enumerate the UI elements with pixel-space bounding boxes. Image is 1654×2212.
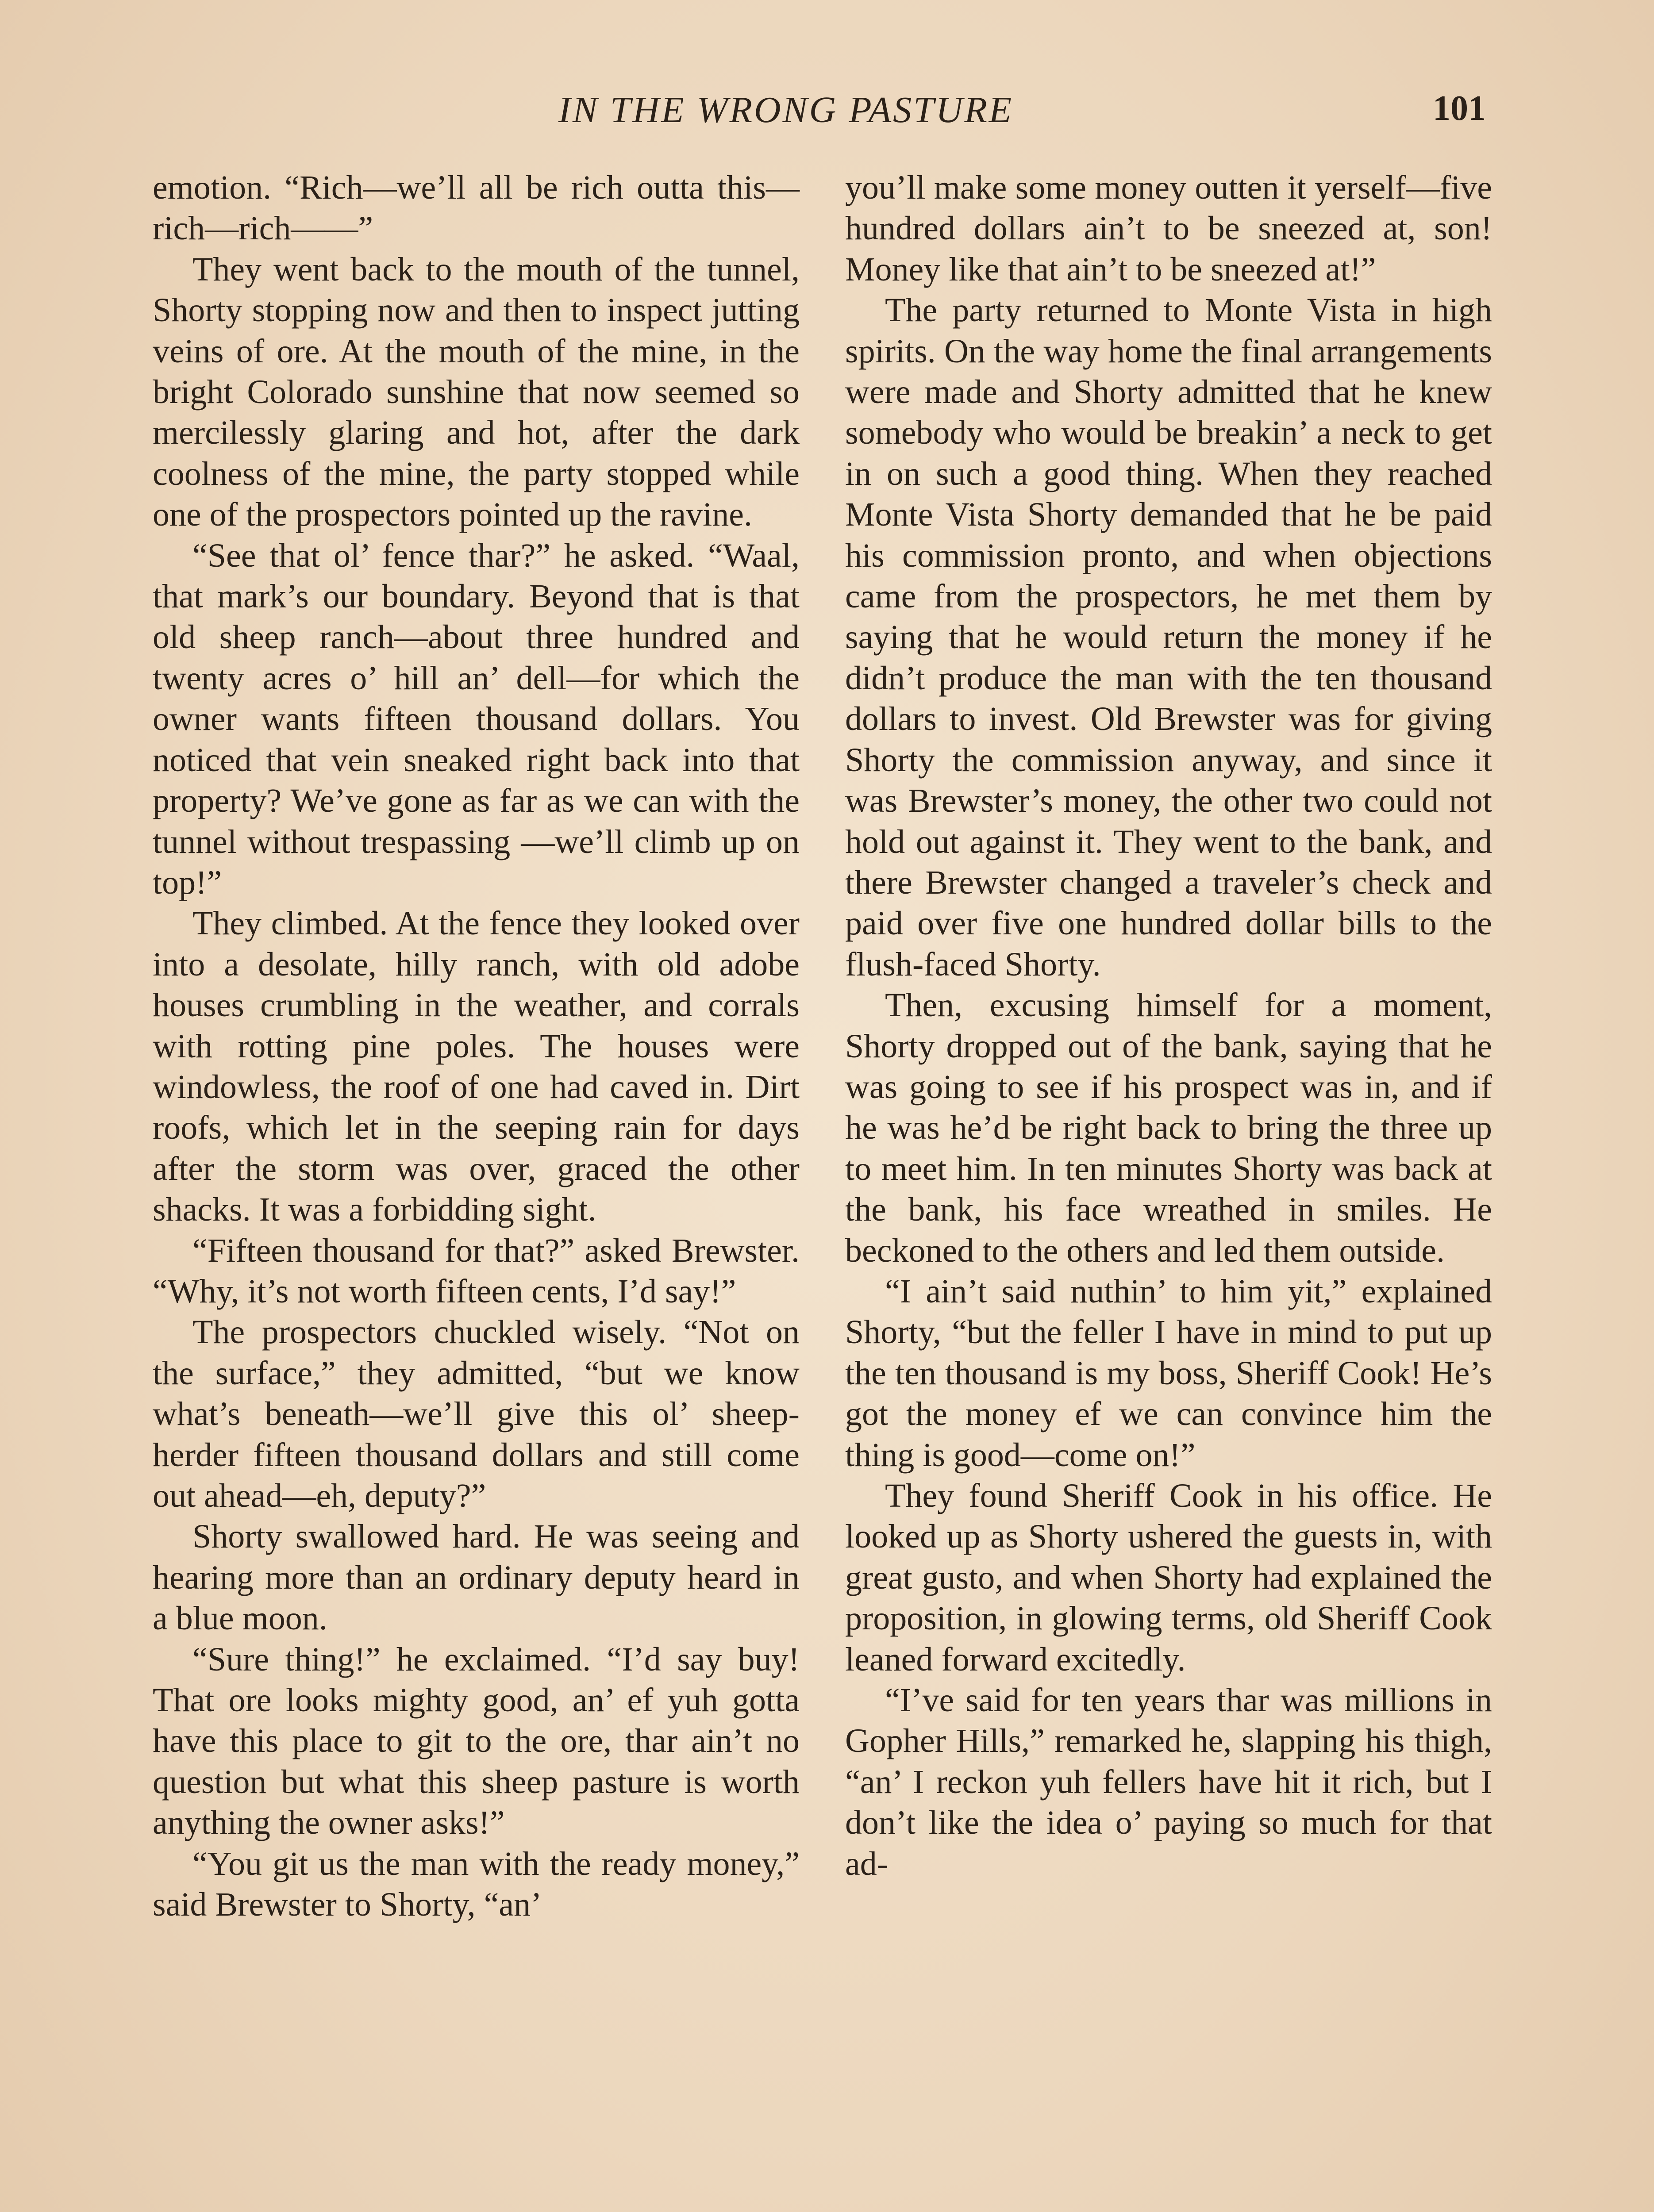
paragraph: you’ll make some money outten it yerself—five hundred dollars ain’t to be sneezed at, son! Money like that ain’t to be sneezed at!” (845, 169, 1492, 288)
paragraph: “Sure thing!” he exclaimed. “I’d say buy! That ore looks mighty good, an’ ef yuh gotta have this place to git to the ore, thar ain’t no question but what this sheep pasture is worth anything the owner asks!” (153, 1640, 800, 1842)
paragraph: The party returned to Monte Vista in high spirits. On the way home the final arrangements were made and Shorty admitted that he knew somebody who would be breakin’ a neck to get in on such a good thing. When they reached Monte Vista Shorty demanded that he be paid his commission pronto, and when objections came from the prospectors, he met them by saying that he would return the money if he didn’t produce the man with the ten thousand dollars to invest. Old Brewster was for giving Shorty the commission anyway, and since it was Brewster’s money, the other two could not hold out against it. They went to the bank, and there Brewster changed a traveler’s check and paid over five one hundred dollar bills to the flush-faced Shorty. (845, 292, 1492, 983)
paragraph: Then, excusing himself for a moment, Shorty dropped out of the bank, saying that he was going to see if his prospect was in, and if he was he’d be right back to bring the three up to meet him. In ten minutes Shorty was back at the bank, his face wreathed in smiles. He beckoned to the others and led them outside. (845, 987, 1492, 1269)
paragraph: They went back to the mouth of the tunnel, Shorty stopping now and then to inspect jutting veins of ore. At the mouth of the mine, in the bright Colorado sunshine that now seemed so mercilessly glaring and hot, after the dark coolness of the mine, the party stopped while one of the prospectors pointed up the ravine. (153, 250, 800, 534)
left-column (153, 167, 800, 1925)
paragraph: The prospectors chuckled wisely. “Not on the surface,” they admitted, “but we know what’s beneath—we’ll give this ol’ sheep-herder fifteen thousand dollars and still come out ahead—eh, deputy?” (153, 1313, 800, 1514)
page-header (0, 88, 1654, 142)
paragraph: “You git us the man with the ready money,” said Brewster to Shorty, “an’ (153, 1845, 800, 1924)
paragraph: “Fifteen thousand for that?” asked Brewster. “Why, it’s not worth fifteen cents, I’d say!” (153, 1232, 800, 1310)
running-title: IN THE WRONG PASTURE (558, 89, 1014, 131)
paragraph: emotion. “Rich—we’ll all be rich outta this—rich—rich——” (153, 169, 800, 247)
paragraph: “I ain’t said nuthin’ to him yit,” explained Shorty, “but the feller I have in mind to put up the ten thousand is my boss, Sheriff Cook! He’s got the money ef we can convince him the thing is good—come on!” (845, 1272, 1492, 1474)
paragraph: “I’ve said for ten years thar was millions in Gopher Hills,” remarked he, slapping his thigh, “an’ I reckon yuh fellers have hit it rich, but I don’t like the idea o’ paying so much for that ad‑ (845, 1682, 1492, 1882)
paragraph: They climbed. At the fence they looked over into a desolate, hilly ranch, with old adobe houses crumbling in the weather, and corrals with rotting pine poles. The houses were windowless, the roof of one had caved in. Dirt roofs, which let in the seeping rain for days after the storm was over, graced the other shacks. It was a forbidding sight. (153, 905, 800, 1229)
page-number: 101 (1433, 89, 1486, 128)
right-column (845, 167, 1492, 1884)
paragraph: “See that ol’ fence thar?” he asked. “Waal, that mark’s our boundary. Beyond that is that old sheep ranch—about three hundred and twenty acres o’ hill an’ dell—for which the owner wants fifteen thousand dollars. You noticed that vein sneaked right back into that property? We’ve gone as far as we can with the tunnel without trespassing —we’ll climb up on top!” (153, 537, 800, 901)
paragraph: Shorty swallowed hard. He was seeing and hearing more than an ordinary deputy heard in a blue moon. (153, 1518, 800, 1637)
paragraph: They found Sheriff Cook in his office. He looked up as Shorty ushered the guests in, with great gusto, and when Shorty had explained the proposition, in glowing terms, old Sheriff Cook leaned forward excitedly. (845, 1477, 1492, 1678)
